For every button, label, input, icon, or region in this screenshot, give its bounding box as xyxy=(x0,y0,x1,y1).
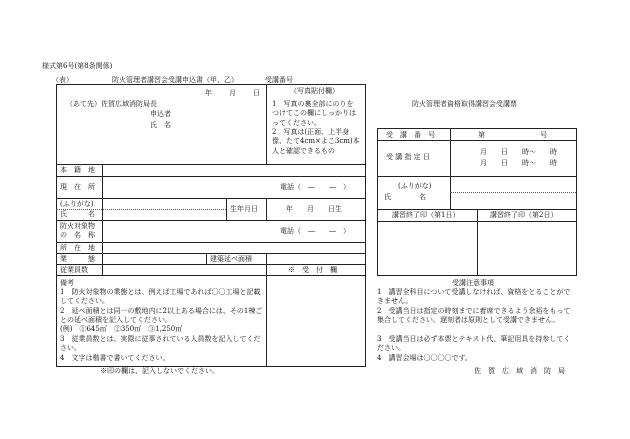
application-date[interactable]: 年 月 日 xyxy=(205,89,261,97)
form-title: 防火管理者講習会受講申込書（甲、乙） xyxy=(112,76,238,84)
notes-title: 備考 xyxy=(60,279,74,287)
phone-field-1[interactable]: 電話（ ― ― ） xyxy=(280,183,350,191)
certificate-title: 防火管理者資格取得講習会受講票 xyxy=(412,100,517,108)
cert-date-line-1[interactable]: 月 日 時〜 時 xyxy=(480,148,557,156)
applicant-label: 申込者 xyxy=(150,110,171,118)
footnote: ※印の欄は、記入しないでください。 xyxy=(100,367,219,375)
note-3: 3 従業員数とは、実際に従事されている人員数を記入してください。 xyxy=(60,335,261,353)
note-1: 1 防火対象物の業態とは、例えば工場であれば〇〇工場と記載してください。 xyxy=(60,288,261,306)
reception-label: ※ 受 付 欄 xyxy=(288,266,337,274)
photo-note-1: 1 写真の裏全部にのりをつけてこの欄にしっかりはってください。 xyxy=(272,100,356,127)
cert-registration-label: 受 講 番 号 xyxy=(386,131,435,139)
domicile-label: 本 籍 地 xyxy=(60,166,95,174)
photo-note-2: 2 写真は(正面、上半身像、たて4cm×よこ3cm)本人と確認できるもの xyxy=(272,128,360,155)
note-2: 2 延べ面積とは同一の敷地内に2以上ある場合には、その1棟ごとの延べ面積を記入してください。 xyxy=(60,307,263,325)
floor-area-label: 建築延べ面積 xyxy=(210,255,252,263)
furigana-label: (ふりがな) xyxy=(60,200,94,208)
front-side-label: （表） xyxy=(52,76,73,84)
birthdate-field[interactable]: 年 月 日生 xyxy=(286,205,342,213)
photo-box-title: （写真貼付欄） xyxy=(290,87,339,95)
birthdate-label: 生年月日 xyxy=(230,205,258,213)
registration-number-label: 受講番号 xyxy=(265,76,293,84)
target-name-label-2: の 名 称 xyxy=(60,231,95,239)
employees-label: 従業員数 xyxy=(60,266,88,274)
target-name-label-1: 防火対象物 xyxy=(60,222,95,230)
attention-3: 3 受講当日は必ず本票とテキスト代、筆記用具を持参してください。 xyxy=(377,335,571,353)
cert-date-line-2[interactable]: 月 日 時〜 時 xyxy=(480,159,557,167)
cert-stamp-day-2: 講習終了印（第2日） xyxy=(490,211,558,219)
issuer: 佐 賀 広 域 消 防 局 xyxy=(474,367,565,375)
cert-name-label: 氏 名 xyxy=(384,193,426,201)
phone-field-2[interactable]: 電話（ ― ― ） xyxy=(280,227,350,235)
cert-date-label: 受 講 指 定 日 xyxy=(386,153,430,161)
address-label: 現 在 所 xyxy=(60,183,95,191)
attention-4: 4 講習会場は〇〇〇〇です。 xyxy=(377,354,472,362)
attention-title: 受講注意事項 xyxy=(452,279,494,287)
cert-stamp-day-1: 講習終了印（第1日） xyxy=(392,211,460,219)
note-2-example: (例) ①645㎡ ②350㎡ ③1,250㎡ xyxy=(60,325,183,333)
attention-2: 2 受講当日は指定の時刻までに着席できるよう余裕をもって集合してください。遅刻者は原則として受講できません。 xyxy=(377,307,571,325)
location-label: 所 在 地 xyxy=(60,244,95,252)
cert-furigana-label: (ふりがな) xyxy=(398,182,432,190)
cert-number-prefix: 第 xyxy=(478,131,485,139)
form-number: 様式第6号(第8条関係) xyxy=(42,62,113,70)
business-label: 業 態 xyxy=(60,255,95,263)
cert-number-suffix: 号 xyxy=(540,131,547,139)
note-4: 4 文字は楷書で書いてください。 xyxy=(60,354,170,362)
applicant-name-label: 氏 名 xyxy=(150,121,171,129)
attention-1: 1 講習全科目について受講しなければ、資格をとることができません。 xyxy=(377,288,571,306)
name-label: 氏 名 xyxy=(60,210,95,218)
addressee: （あて先）佐賀広域消防局長 xyxy=(66,100,157,108)
